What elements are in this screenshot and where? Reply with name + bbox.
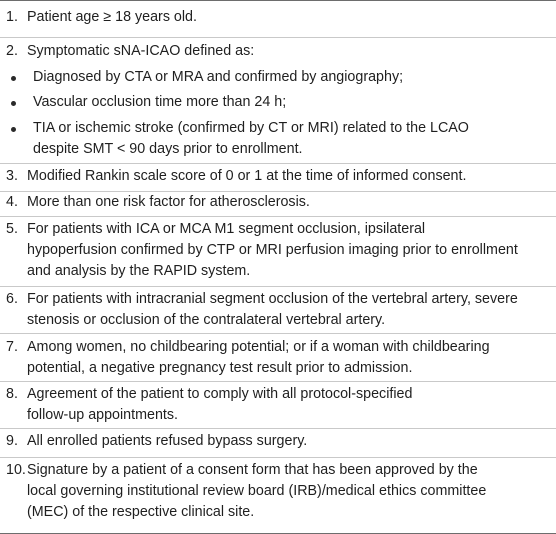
item-text-line: Signature by a patient of a consent form that has been approved by the (27, 462, 478, 478)
row-divider (0, 428, 556, 429)
item-number: 2. (6, 43, 18, 59)
item-number: 10. (6, 462, 26, 478)
row-divider (0, 333, 556, 334)
item-text: Patient age ≥ 18 years old. (27, 9, 197, 25)
item-text-line: despite SMT < 90 days prior to enrollment. (33, 141, 303, 157)
bullet-icon (11, 127, 16, 132)
item-text-line: Agreement of the patient to comply with all protocol-specified (27, 386, 413, 402)
item-number: 7. (6, 339, 18, 355)
item-text-line: Among women, no childbearing potential; or if a woman with childbearing (27, 339, 490, 355)
row-divider (0, 37, 556, 38)
row-divider (0, 381, 556, 382)
item-text: All enrolled patients refused bypass surgery. (27, 433, 308, 449)
item-text-line: local governing institutional review board (IRB)/medical ethics committee (27, 483, 487, 499)
row-divider (0, 457, 556, 458)
item-number: 8. (6, 386, 18, 402)
item-text: More than one risk factor for atherosclerosis. (27, 194, 310, 210)
item-text-line: For patients with intracranial segment occlusion of the vertebral artery, severe (27, 291, 518, 307)
item-text: Symptomatic sNA-ICAO defined as: (27, 43, 255, 59)
item-text-line: stenosis or occlusion of the contralateral vertebral artery. (27, 312, 386, 328)
item-number: 3. (6, 168, 18, 184)
item-text-line: hypoperfusion confirmed by CTP or MRI perfusion imaging prior to enrollment (27, 242, 518, 258)
row-divider (0, 286, 556, 287)
item-text-line: potential, a negative pregnancy test result prior to admission. (27, 360, 413, 376)
item-text: Diagnosed by CTA or MRA and confirmed by angiography; (33, 69, 404, 85)
item-text: Vascular occlusion time more than 24 h; (33, 94, 287, 110)
item-number: 9. (6, 433, 18, 449)
item-text-line: follow-up appointments. (27, 407, 178, 423)
bullet-icon (11, 76, 16, 81)
row-divider (0, 163, 556, 164)
item-number: 6. (6, 291, 18, 307)
item-number: 5. (6, 221, 18, 237)
item-text-line: (MEC) of the respective clinical site. (27, 504, 255, 520)
item-text-line: and analysis by the RAPID system. (27, 263, 251, 279)
row-divider (0, 216, 556, 217)
bullet-icon (11, 101, 16, 106)
item-text-line: For patients with ICA or MCA M1 segment occlusion, ipsilateral (27, 221, 426, 237)
item-number: 1. (6, 9, 18, 25)
item-number: 4. (6, 194, 18, 210)
item-text: Modified Rankin scale score of 0 or 1 at the time of informed consent. (27, 168, 467, 184)
item-text-line: TIA or ischemic stroke (confirmed by CT or MRI) related to the LCAO (33, 120, 469, 136)
